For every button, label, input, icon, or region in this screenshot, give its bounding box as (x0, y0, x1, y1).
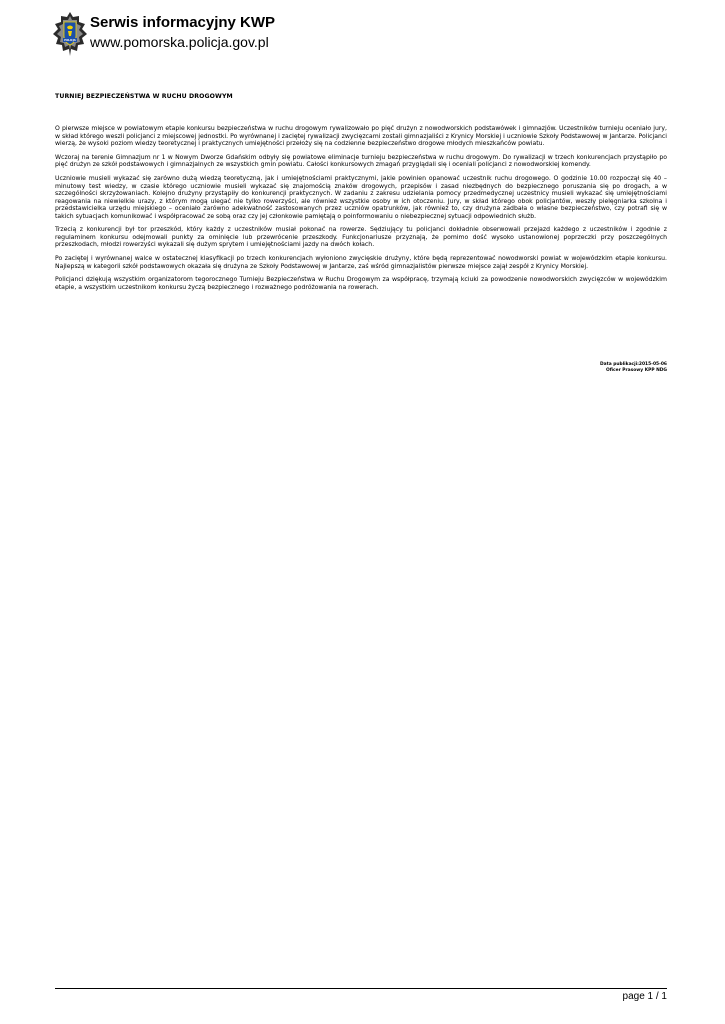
page-header (52, 12, 452, 56)
logo-text: POLICJA (64, 39, 76, 43)
article-paragraph: Trzecią z konkurencji był tor przeszkód, który każdy z uczestników musiał pokonać na rowerze. Sędziujący tu policjanci dokładnie obserwowali przejazd każdego z uczestników i zgodnie z regulaminem konkursu odejmowali punkty za ominięcie lub przewrócenie przeszkody. Funkcjonariusze przyznają, że pomimo dość wysoko ustanowionej poprzeczki przy poszczególnych przeszkodach, młodzi rowerzyści wykazali się dużym sprytem i umiejętnościami jazdy na dwóch kołach. (55, 226, 667, 249)
article-paragraph: Po zaciętej i wyrównanej walce w ostatecznej klasyfikacji po trzech konkurencjach wyłoniono zwycięskie drużyny, które będą reprezentować nowodworski powiat w wojewódzkim etapie konkursu. Najlepszą w kategorii szkół podstawowych okazała się drużyna ze Szkoły Podstawowej w Jantarze, zaś wśród gimnazjalistów pierwsze miejsce zajął zespół z Krynicy Morskiej. (55, 255, 667, 270)
article-paragraph: Policjanci dziękują wszystkim organizatorom tegorocznego Turnieju Bezpieczeństwa w Ruchu Drogowym za współpracę, trzymają kciuki za powodzenie nowodworskich zwycięzców w wojewódzkim etapie, a wszystkim uczestnikom konkursu życzą bezpiecznego i rozważnego podróżowania na rowerach. (55, 276, 667, 291)
article-body (55, 125, 667, 298)
article-paragraph: O pierwsze miejsce w powiatowym etapie konkursu bezpieczeństwa w ruchu drogowym rywalizowało po pięć drużyn z nowodworskich podstawówek i gimnazjów. Uczestników turnieju oceniało jury, w skład którego weszli policjanci z miejscowej jednostki. Po wyrównanej i zaciętej rywalizacji zwycięzcami zostali gimnazjaliści z Krynicy Morskiej i uczniowie Szkoły Podstawowej w Jantarze. Policjanci wierzą, że wysoki poziom wiedzy teoretycznej i praktycznych umiejętności przełoży się na codzienne bezpieczeństwo drogowe młodych mieszkańców powiatu. (55, 125, 667, 147)
footer-divider (55, 988, 667, 989)
article-author: Oficer Prasowy KPP NDG (606, 367, 667, 373)
publication-date: Data publikacji:2015-05-06 (600, 362, 667, 367)
article-paragraph: Wczoraj na terenie Gimnazjum nr 1 w Nowym Dworze Gdańskim odbyły się powiatowe eliminacje turnieju bezpieczeństwa w ruchu drogowym. Do rywalizacji w trzech konkurencjach przystąpiło po pięć drużyn ze szkół podstawowych i gimnazjalnych ze wszystkich gmin powiatu. Całości konkursowych zmagań przyglądali się i oceniali policjanci z nowodworskiej komendy. (55, 153, 667, 169)
article-paragraph: Uczniowie musieli wykazać się zarówno dużą wiedzą teoretyczną, jak i umiejętnościami praktycznymi, jakie powinien opanować uczestnik ruchu drogowego. O godzinie 10.00 rozpoczął się 40 – minutowy test wiedzy, w czasie którego uczniowie musieli wykazać się znajomością znaków drogowych, przepisów i zasad niezbędnych do bezpiecznego poruszania się po drogach, a w szczególności skrzyżowaniach. Kolejno drużyny przystąpiły do konkurencji praktycznych. W zadaniu z zakresu udzielania pomocy przedmedycznej uczestnicy musieli wykazać się umiejętnościami reagowania na niewielkie urazy, z którym mogą ulegać nie tylko rowerzyści, ale również wszystkie osoby w ich otoczeniu. Jury, w skład którego obok policjantów, weszły pielęgniarka szkolna i przedstawicielka urzędu miejskiego – oceniało zarówno adekwatność zastosowanych przez uczniów opatrunków, jak również to, czy drużyna zadbała o własne bezpieczeństwo, czy potrafi się w takich sytuacjach komunikować i współpracować ze sobą oraz czy jej członkowie pamiętają o poinformowaniu o niebezpiecznej sytuacji odpowiednich służb. (55, 175, 667, 220)
site-url[interactable]: www.pomorska.policja.gov.pl (90, 34, 269, 50)
article-title: TURNIEJ BEZPIECZEŃSTWA W RUCHU DROGOWYM (55, 93, 233, 100)
publication-info (600, 362, 667, 373)
page-number: page 1 / 1 (622, 991, 667, 1002)
site-name: Serwis informacyjny KWP (90, 14, 276, 31)
police-star-logo (52, 12, 88, 56)
